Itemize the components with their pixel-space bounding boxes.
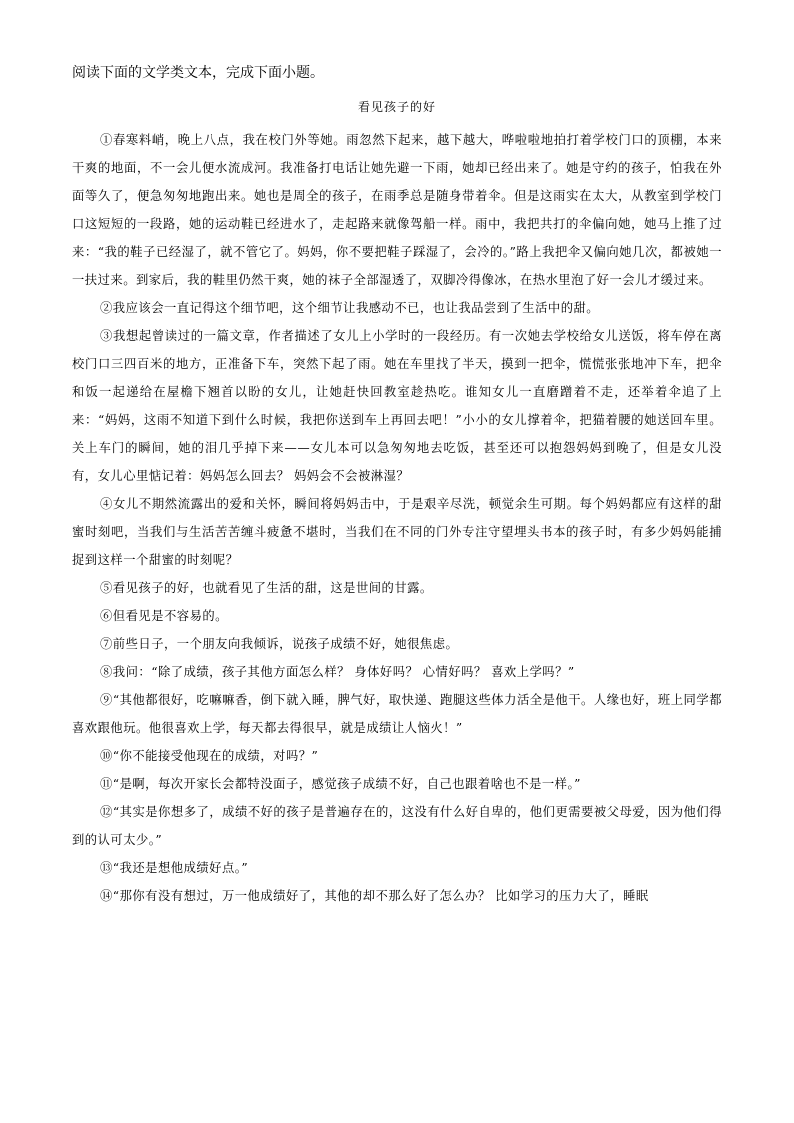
paragraph-14: ⑭“那你有没有想过，万一他成绩好了，其他的却不那么好了怎么办？ 比如学习的压力大了，睡眠 (100, 889, 649, 903)
paragraph-2: ②我应该会一直记得这个细节吧，这个细节让我感动不已，也让我品尝到了生活中的甜。 (100, 301, 600, 315)
paragraph-4: ④女儿不期然流露出的爱和关怀，瞬间将妈妈击中，于是艰辛尽洗，顿觉余生可期。每个妈妈都应有这样的甜蜜时刻吧，当我们与生活苦苦缠斗疲惫不堪时，当我们在不同的门外专注守望埋头书本的孩子时，有多少妈妈能捕捉到这样一个甜蜜的时刻呢？ (72, 497, 722, 567)
paragraph-6: ⑥但看见是不容易的。 (100, 609, 228, 623)
paragraph-11: ⑪“是啊，每次开家长会都特没面子，感觉孩子成绩不好，自己也跟着啥也不是一样。” (100, 777, 581, 791)
paragraph-5: ⑤看见孩子的好，也就看见了生活的甜，这是世间的甘露。 (100, 581, 433, 595)
paragraph-13: ⑬“我还是想他成绩好点。” (100, 861, 249, 875)
instruction-text: 阅读下面的文学类文本，完成下面小题。 (72, 65, 324, 81)
paragraph-1: ①春寒料峭，晚上八点，我在校门外等她。雨忽然下起来，越下越大，哗啦啦地拍打着学校门口的顶棚，本来干爽的地面，不一会儿便水流成河。我准备打电话让她先避一下雨，她却已经出来了。她是守约的孩子，怕我在外面等久了，便急匆匆地跑出来。她也是周全的孩子，在雨季总是随身带着伞。但是这雨实在太大，从教室到学校门口这短短的一段路，她的运动鞋已经进水了，走起路来就像驾船一样。雨中，我把共打的伞偏向她，她马上推了过来：“我的鞋子已经湿了，就不管它了。妈妈，你不要把鞋子踩湿了，会冷的。”路上我把伞又偏向她几次，都被她一一扶过来。到家后，我的鞋里仍然干爽，她的袜子全部湿透了，双脚冷得像冰，在热水里泡了好一会儿才缓过来。 (72, 133, 722, 287)
paragraph-12: ⑫“其实是你想多了，成绩不好的孩子是普遍存在的，这没有什么好自卑的，他们更需要被父母爱，因为他们得到的认可太少。” (72, 805, 722, 847)
paragraph-8: ⑧我问：“除了成绩，孩子其他方面怎么样？ 身体好吗？ 心情好吗？ 喜欢上学吗？” (100, 665, 575, 679)
article-title: 看见孩子的好 (357, 100, 436, 114)
paragraph-3: ③我想起曾读过的一篇文章，作者描述了女儿上小学时的一段经历。有一次她去学校给女儿送饭，将车停在离校门口三四百米的地方，正准备下车，突然下起了雨。她在车里找了半天，摸到一把伞，慌慌张张地冲下车，把伞和饭一起递给在屋檐下翘首以盼的女儿，让她赶快回教室趁热吃。谁知女儿一直磨蹭着不走，还举着伞追了上来：“妈妈，这雨不知道下到什么时候，我把你送到车上再回去吧！”小小的女儿撑着伞，把猫着腰的她送回车里。关上车门的瞬间，她的泪几乎掉下来——女儿本可以急匆匆地去吃饭，甚至还可以抱怨妈妈到晚了，但是女儿没有，女儿心里惦记着：妈妈怎么回去？ 妈妈会不会被淋湿？ (72, 329, 722, 483)
paragraph-9: ⑨“其他都很好，吃嘛嘛香，倒下就入睡，脾气好，取快递、跑腿这些体力活全是他干。人缘也好，班上同学都喜欢跟他玩。他很喜欢上学，每天都去得很早，就是成绩让人恼火！” (72, 693, 722, 735)
article-body (72, 126, 722, 910)
paragraph-10: ⑩“你不能接受他现在的成绩，对吗？” (100, 749, 319, 763)
paragraph-7: ⑦前些日子，一个朋友向我倾诉，说孩子成绩不好，她很焦虑。 (100, 637, 459, 651)
